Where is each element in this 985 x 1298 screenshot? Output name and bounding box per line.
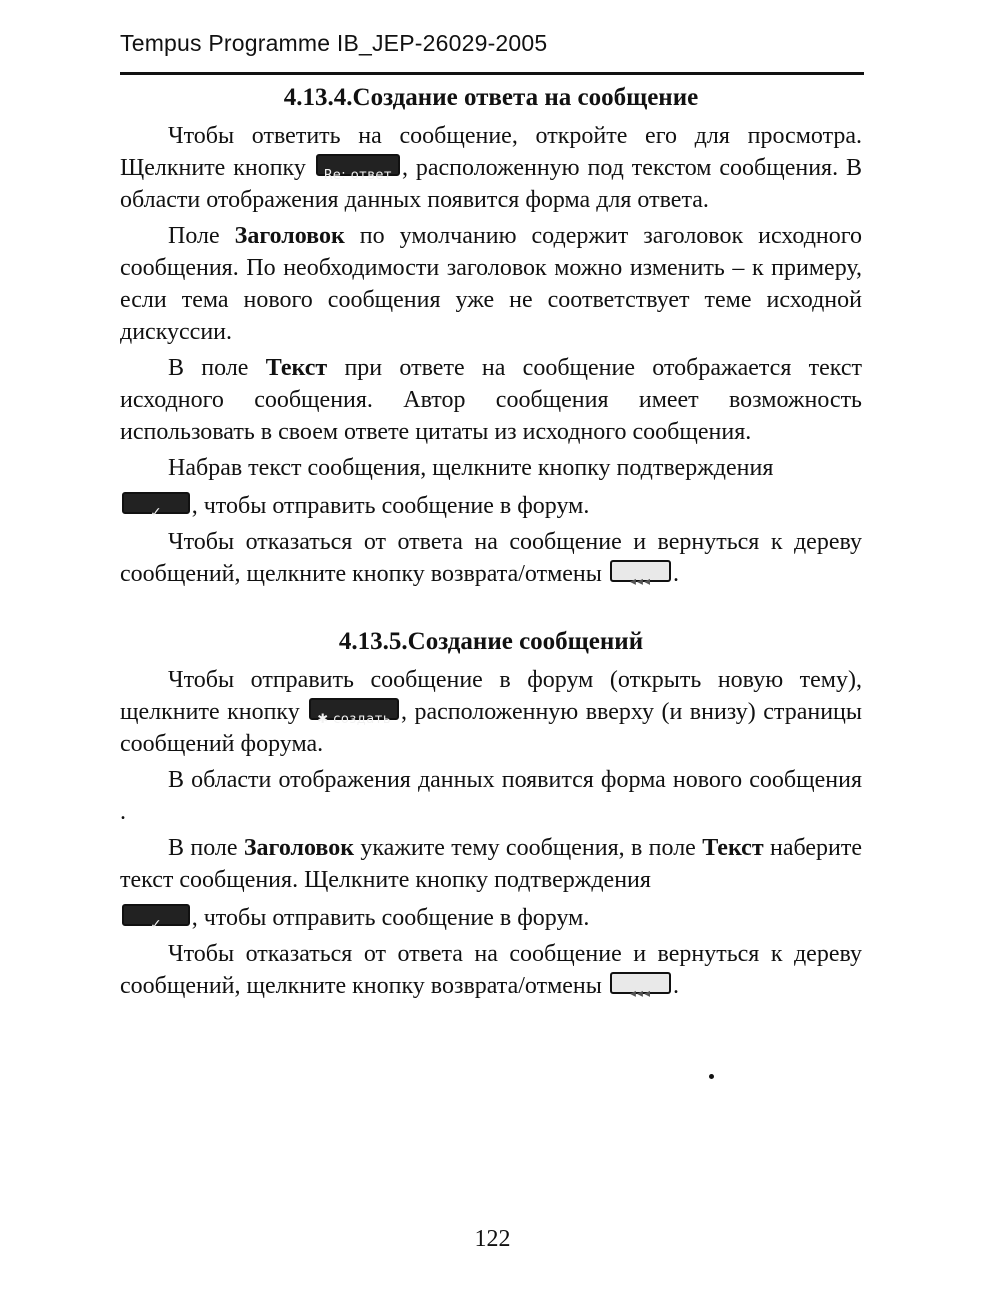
running-title: Tempus Programme IB_JEP-26029-2005	[120, 30, 548, 56]
paragraph	[120, 352, 862, 448]
paragraph	[120, 220, 862, 348]
back-button-image	[610, 560, 671, 588]
text: Поле	[168, 223, 235, 249]
reply-button-image	[316, 154, 400, 183]
term-heading-field: Заголовок	[234, 223, 345, 249]
paragraph	[120, 938, 862, 1002]
text: .	[672, 561, 679, 587]
create-button-image	[309, 698, 399, 727]
page-body	[120, 80, 862, 1002]
text: , чтобы отправить сообщение в форум.	[191, 493, 590, 519]
back-button-image	[610, 972, 671, 1000]
text: укажите тему сообщения, в поле	[354, 835, 703, 861]
paragraph	[120, 902, 862, 934]
text: Набрав текст сообщения, щелкните кнопку подтверждения	[168, 455, 774, 481]
back-icon: ◂◂◂	[629, 574, 651, 588]
text: Чтобы отправить сообщение в форум (открыть новую тему), щелкните кнопку	[120, 667, 862, 725]
text: .	[672, 973, 679, 999]
term-heading-field: Заголовок	[243, 835, 355, 861]
section-title-create: 4.13.5.Создание сообщений	[338, 628, 644, 655]
paragraph	[120, 764, 862, 828]
text: Чтобы ответить на сообщение, откройте его для просмотра. Щелкните кнопку	[120, 123, 862, 181]
text: по умолчанию содержит заголовок исходного сообщения. По необходимости заголовок можно изменить – к примеру, если тема нового сообщения уже не соответствует теме исходной дискуссии.	[120, 223, 862, 345]
paragraph	[120, 526, 862, 590]
paragraph	[120, 452, 862, 484]
paragraph	[120, 664, 862, 760]
term-text-field: Текст	[265, 355, 328, 381]
reply-button-label: Re: ответ	[323, 168, 392, 183]
check-icon: ✓	[150, 505, 162, 521]
text: Чтобы отказаться от ответа на сообщение и вернуться к дереву сообщений, щелкните кнопку возврата/отмены	[120, 941, 862, 999]
stray-dot	[709, 1074, 714, 1079]
page-number: 122	[474, 1226, 511, 1252]
paragraph	[120, 490, 862, 522]
paragraph	[120, 120, 862, 216]
check-icon: ✓	[150, 917, 162, 933]
text: В поле	[168, 355, 266, 381]
text: , расположенную под текстом сообщения. В области отображения данных появится форма для ответа.	[120, 155, 862, 213]
text: Чтобы отказаться от ответа на сообщение и вернуться к дереву сообщений, щелкните кнопку возврата/отмены	[120, 529, 862, 587]
text: при ответе на сообщение отображается текст исходного сообщения. Автор сообщения имеет возможность использовать в своем ответе цитаты из исходного сообщения.	[120, 355, 862, 445]
text: , расположенную вверху (и внизу) страницы сообщений форума.	[120, 699, 863, 757]
text: наберите текст сообщения. Щелкните кнопку подтверждения	[120, 835, 863, 893]
header-rule	[120, 72, 864, 75]
confirm-button-image	[122, 492, 190, 521]
paragraph	[120, 832, 862, 896]
term-text-field: Текст	[702, 835, 764, 861]
confirm-button-image	[122, 904, 190, 933]
text: , чтобы отправить сообщение в форум.	[191, 905, 590, 931]
back-icon: ◂◂◂	[629, 986, 651, 1000]
text: В поле	[168, 835, 244, 861]
section-title-reply: 4.13.4.Создание ответа на сообщение	[283, 84, 699, 111]
text: В области отображения данных появится форма нового сообщения .	[120, 767, 862, 825]
create-button-label: ✱ создать	[317, 712, 391, 727]
